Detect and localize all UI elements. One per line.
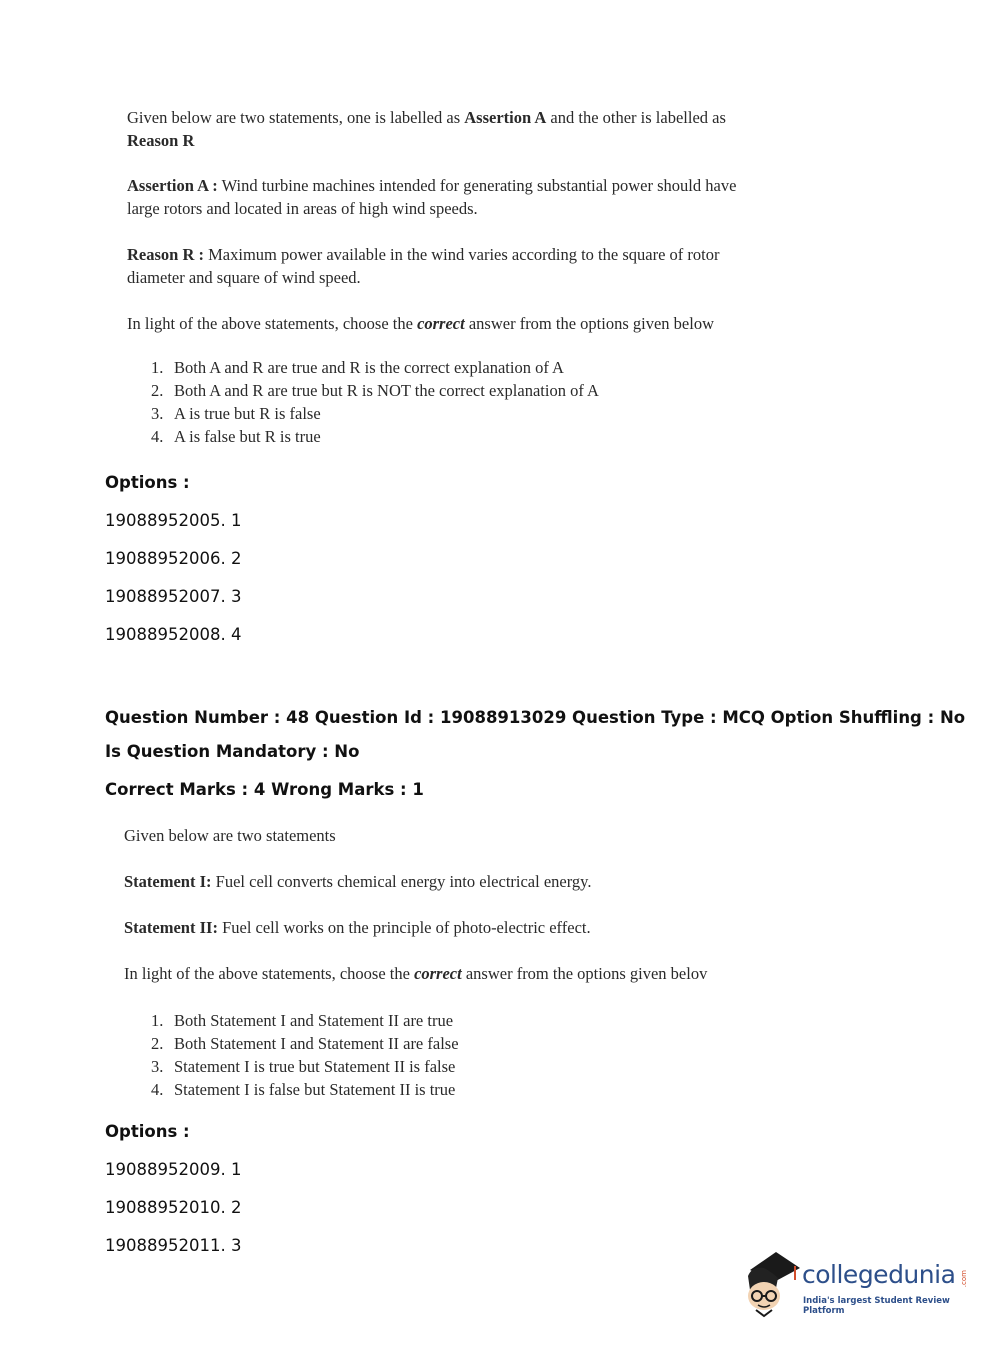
q1-option-3: 19088952007. 3 (105, 587, 242, 606)
q2-meta-line-1: Question Number : 48 Question Id : 19088913029 Question Type : MCQ Option Shuffling : No (105, 708, 966, 727)
q1-intro: Given below are two statements, one is labelled as Assertion A and the other is labelled as Reason R (127, 108, 726, 150)
list-item: 3. A is true but R is false (151, 404, 321, 423)
q1-instruction: In light of the above statements, choose the correct answer from the options given below (127, 314, 714, 333)
q1-option-2: 19088952006. 2 (105, 549, 242, 568)
q1-options-label: Options : (105, 473, 190, 492)
q2-intro: Given below are two statements (124, 826, 336, 845)
q2-meta-line-3: Correct Marks : 4 Wrong Marks : 1 (105, 780, 424, 799)
q2-option-2: 19088952010. 2 (105, 1198, 242, 1217)
list-item: 2. Both A and R are true but R is NOT the correct explanation of A (151, 381, 599, 400)
q2-instruction: In light of the above statements, choose the correct answer from the options given belov (124, 964, 708, 983)
q2-statement-1: Statement I: Fuel cell converts chemical energy into electrical energy. (124, 872, 592, 891)
collegedunia-logo[interactable] (742, 1248, 972, 1318)
q1-option-1: 19088952005. 1 (105, 511, 242, 530)
list-item: 2. Both Statement I and Statement II are false (151, 1034, 459, 1053)
q2-option-1: 19088952009. 1 (105, 1160, 242, 1179)
logo-tagline: India's largest Student Review Platform (803, 1296, 950, 1316)
q2-option-3: 19088952011. 3 (105, 1236, 242, 1255)
list-item: 1. Both Statement I and Statement II are true (151, 1011, 454, 1030)
q2-meta-line-2: Is Question Mandatory : No (105, 742, 360, 761)
q1-question-image (127, 106, 747, 448)
q1-option-4: 19088952008. 4 (105, 625, 242, 644)
list-item: 3. Statement I is true but Statement II is false (151, 1057, 456, 1076)
list-item: 4. Statement I is false but Statement II is true (151, 1080, 456, 1099)
q2-choice-list (127, 1009, 627, 1101)
logo-suffix: .com (960, 1270, 968, 1288)
q2-statement-2: Statement II: Fuel cell works on the principle of photo-electric effect. (124, 918, 591, 937)
q1-reason: Reason R : Maximum power available in the wind varies according to the square of rotor diameter and square of wind speed. (127, 245, 720, 287)
logo-title: collegedunia (802, 1260, 956, 1289)
q2-options-label: Options : (105, 1122, 190, 1141)
list-item: 4. A is false but R is true (151, 427, 321, 446)
q1-choice-list (127, 356, 747, 448)
list-item: 1. Both A and R are true and R is the correct explanation of A (151, 358, 564, 377)
mascot-icon (742, 1248, 802, 1318)
q1-assertion: Assertion A : Wind turbine machines intended for generating substantial power should have large rotors and located in areas of high wind speeds. (127, 176, 737, 218)
